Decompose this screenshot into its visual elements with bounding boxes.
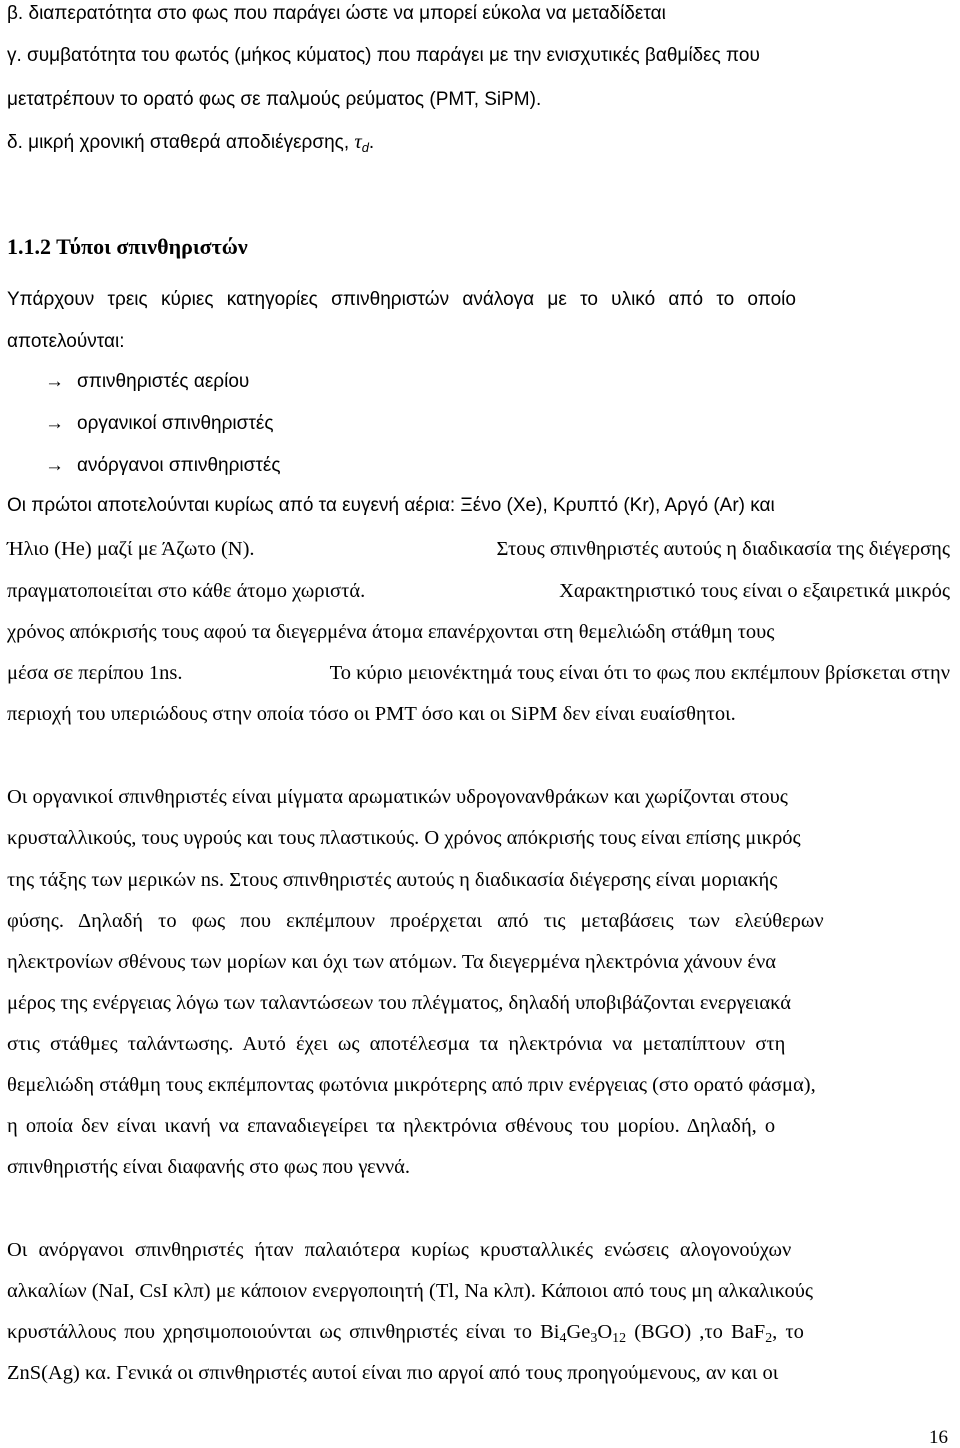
section-heading: 1.1.2 Τύποι σπινθηριστών xyxy=(7,234,248,259)
para2-line8 xyxy=(7,1073,950,1097)
para3-line4 xyxy=(7,1361,950,1385)
list-item-d-text: δ. μικρή χρονική σταθερά αποδιέγερσης, xyxy=(7,132,350,153)
arrow-right-icon: → xyxy=(45,455,64,476)
para2-line3 xyxy=(7,868,950,892)
text-run: κρυσταλλικούς, τους υγρούς και τους πλαστικούς. Ο χρόνος απόκρισής τους είναι επίσης μικρός xyxy=(7,827,801,849)
para2-line5 xyxy=(7,950,950,974)
text-run: O xyxy=(597,1321,613,1343)
subscript: 4 xyxy=(559,1331,567,1347)
para1-line3 xyxy=(7,579,950,603)
text-run: της τάξης των μερικών ns. Στους σπινθηριστές αυτούς η διαδικασία διέγερσης είναι μοριακής xyxy=(7,869,778,891)
para1-line5 xyxy=(7,661,950,685)
para1-line1 xyxy=(7,494,950,518)
subscript: 3 xyxy=(590,1331,598,1347)
text-run: (BGO) ,το BaF xyxy=(626,1321,766,1343)
intro-line2: αποτελούνται: xyxy=(7,331,125,352)
list-item-b: β. διαπερατότητα στο φως που παράγει ώστε να μπορεί εύκολα να μεταδίδεται xyxy=(7,3,666,24)
text-run: στις στάθμες ταλάντωσης. Αυτό έχει ως αποτέλεσμα τα ηλεκτρόνια να μεταπίπτουν στη xyxy=(7,1033,786,1055)
bullet-inorganic xyxy=(45,454,281,478)
text-run: Στους σπινθηριστές αυτούς η διαδικασία της διέγερσης xyxy=(496,538,950,560)
list-item-c-line2: μετατρέπουν το ορατό φως σε παλμούς ρεύματος (PMT, SiPM). xyxy=(7,89,542,110)
page-number: 16 xyxy=(929,1427,948,1448)
text-run: θεμελιώδη στάθμη τους εκπέμποντας φωτόνια μικρότερης από πριν ενέργειας (στο ορατό φάσμα), xyxy=(7,1074,816,1096)
para3-line1 xyxy=(7,1238,950,1262)
text-run: , το xyxy=(772,1321,804,1343)
text-run: Ήλιο (He) μαζί με Άζωτο (N). xyxy=(7,538,255,560)
arrow-right-icon: → xyxy=(45,371,64,392)
intro-line1: Υπάρχουν τρεις κύριες κατηγορίες σπινθηριστών ανάλογα με το υλικό από το οποίο xyxy=(7,289,796,310)
para2-line1 xyxy=(7,785,950,809)
text-run: η οποία δεν είναι ικανή να επαναδιεγείρει τα ηλεκτρόνια σθένους του μορίου. Δηλαδή, ο xyxy=(7,1115,776,1137)
text-run: Οι ανόργανοι σπινθηριστές ήταν παλαιότερα κυρίως κρυσταλλικές ενώσεις αλογονούχων xyxy=(7,1239,792,1261)
bullet-label: ανόργανοι σπινθηριστές xyxy=(77,455,281,476)
bullet-label: οργανικοί σπινθηριστές xyxy=(77,413,274,434)
para2-line2 xyxy=(7,826,950,850)
para2-line4 xyxy=(7,909,950,933)
para3-line3 xyxy=(7,1320,950,1347)
bullet-label: σπινθηριστές αερίου xyxy=(77,371,250,392)
bullet-organic xyxy=(45,412,274,436)
para1-line6: περιοχή του υπεριώδους στην οποία τόσο οι PMT όσο και οι SiPM δεν είναι ευαίσθητοι. xyxy=(7,703,736,725)
para1-line2 xyxy=(7,537,950,561)
para2-line7 xyxy=(7,1032,950,1056)
list-item-d xyxy=(7,130,950,155)
text-run: Χαρακτηριστικό τους είναι ο εξαιρετικά μικρός xyxy=(559,580,950,602)
tau-symbol: τ xyxy=(354,131,362,153)
para2-line9 xyxy=(7,1114,950,1138)
chemical-formula-line xyxy=(7,1320,804,1347)
subscript: 12 xyxy=(612,1331,627,1347)
text-run: πραγματοποιείται στο κάθε άτομο χωριστά. xyxy=(7,580,366,602)
text-run: χρόνος απόκρισής τους αφού τα διεγερμένα άτομα επανέρχονται στη θεμελιώδη στάθμη τους xyxy=(7,621,775,643)
bullet-gas xyxy=(45,370,249,394)
text-run: κρυστάλλους που χρησιμοποιούνται ως σπινθηριστές είναι το Bi xyxy=(7,1321,560,1343)
para2-line10: σπινθηριστής είναι διαφανής στο φως που γεννά. xyxy=(7,1156,411,1178)
subscript: 2 xyxy=(765,1331,773,1347)
text-run: γ. συμβατότητα του φωτός (μήκος κύματος) που παράγει με την ενισχυτικές βαθμίδες που xyxy=(7,45,760,66)
text-run: αλκαλίων (NaI, CsI κλπ) με κάποιον ενεργοποιητή (Tl, Na κλπ). Κάποιοι από τους μη αλκαλικούς xyxy=(7,1280,814,1302)
list-item-d-end: . xyxy=(368,132,375,153)
para3-line2 xyxy=(7,1279,950,1303)
text-run: μέσα σε περίπου 1ns. xyxy=(7,662,183,684)
text-run: φύσης. Δηλαδή το φως που εκπέμπουν προέρχεται από τις μεταβάσεις των ελεύθερων xyxy=(7,910,824,932)
text-run: ηλεκτρονίων σθένους των μορίων και όχι των ατόμων. Τα διεγερμένα ηλεκτρόνια χάνουν ένα xyxy=(7,951,776,973)
text-run: ZnS(Ag) κα. Γενικά οι σπινθηριστές αυτοί είναι πιο αργοί από τους προηγούμενους, αν και οι xyxy=(7,1362,779,1384)
text-run: Το κύριο μειονέκτημά τους είναι ότι το φως που εκπέμπουν βρίσκεται στην xyxy=(329,662,950,684)
text-run: Οι πρώτοι αποτελούνται κυρίως από τα ευγενή αέρια: Ξένο (Xe), Κρυπτό (Kr), Αργό (Ar) και xyxy=(7,495,775,516)
text-run: μέρος της ενέργειας λόγω των ταλαντώσεων του πλέγματος, δηλαδή υποβιβάζονται ενεργειακά xyxy=(7,992,792,1014)
text-run: Ge xyxy=(566,1321,591,1343)
tau-subscript: d xyxy=(361,139,369,155)
arrow-right-icon: → xyxy=(45,413,64,434)
text-run: Οι οργανικοί σπινθηριστές είναι μίγματα αρωματικών υδρογονανθράκων και χωρίζονται στους xyxy=(7,786,788,808)
para2-line6 xyxy=(7,991,950,1015)
list-item-c-line1 xyxy=(7,44,950,68)
para1-line4 xyxy=(7,620,950,644)
